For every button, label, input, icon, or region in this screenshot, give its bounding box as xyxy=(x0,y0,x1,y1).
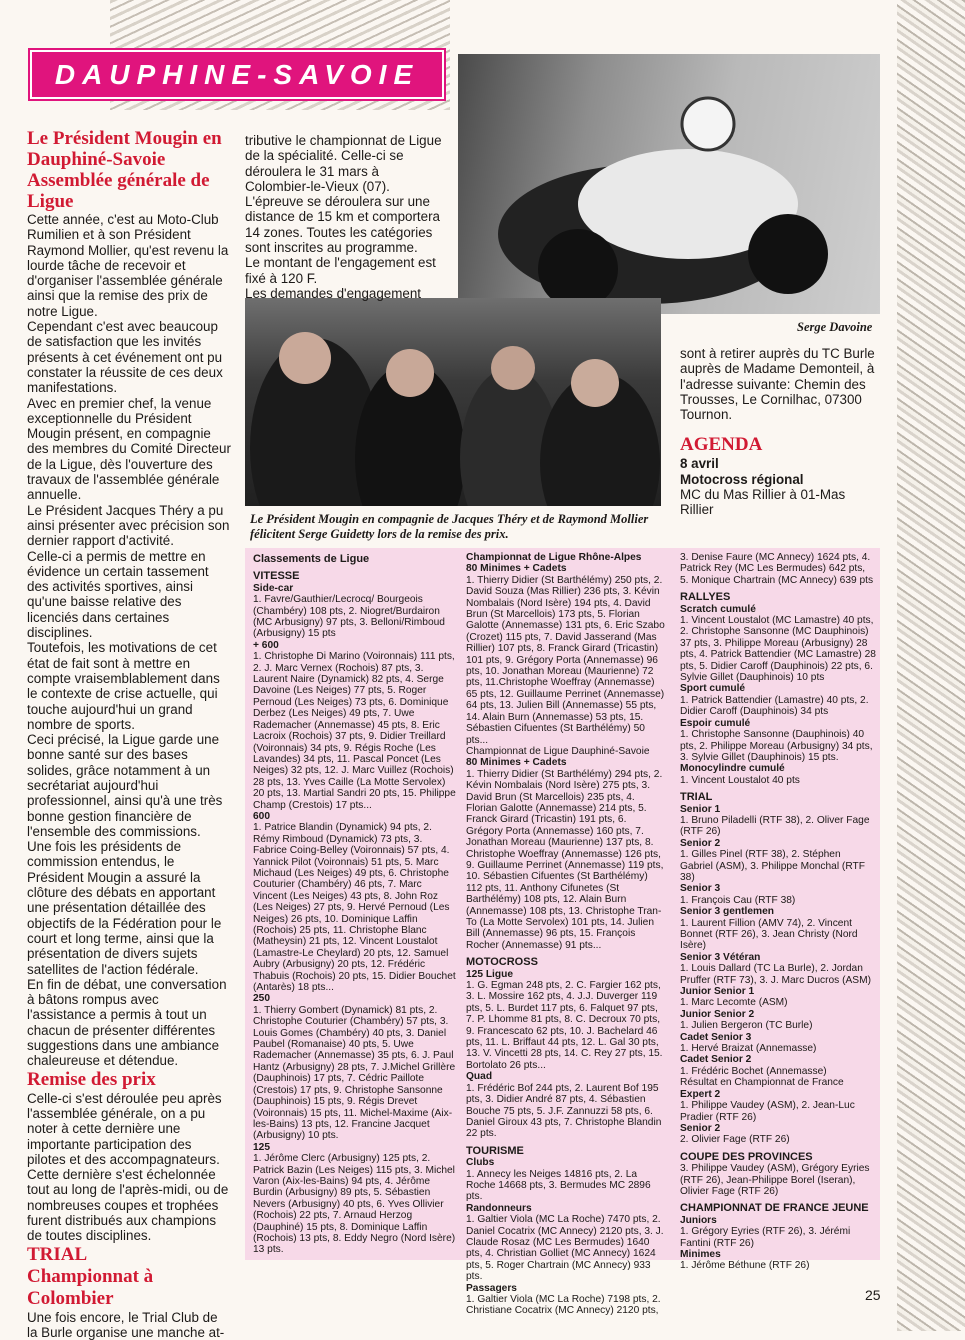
results-text: 1. Louis Dallard (TC La Burle), 2. Jordan Pruffer (RTF 73), 3. J. Marc Ducros (ASM) xyxy=(680,963,871,986)
motorcycle-photo xyxy=(458,54,880,314)
results-text: 1. Favre/Gauthier/Lecrocq/ Bourgeois (Chambéry) 108 pts, 2. Niogret/Burdairon (MC Arbusigny) 97 pts, 3. Belloni/Rimboud (Arbusigny) 15 pts xyxy=(253,594,445,640)
results-category: Senior 3 xyxy=(680,883,721,895)
paragraph: Une fois encore, le Trial Club de la Burle organise une manche at- xyxy=(27,1309,225,1340)
results-category: Senior 3 gentlemen xyxy=(680,906,774,918)
results-text: 1. Thierry Didier (St Barthélémy) 294 pts, 2. Kévin Nombalais (Nord Isère) 275 pts, 3. David Brun (St Marcellois) 235 pts, 4. Florian Galotte (Annemasse) 214 pts, 5. Franck Girard (Tricastin) 191 pts, 6. Grégory Porta (Annemasse) 160 pts, 7. Jonathan Moreau (Maurienne) 137 pts, 8. Christophe Woeffray (Annemasse) 126 pts, 9. Guillaume Perrinet (Annemasse) 119 pts, 10. Sébastien Cifuentes (St Barthélémy) 112 pts, 11. Anthony Cifunetes (St Barthélémy) 108 pts, 12. Alain Burn (Annemasse) 108 pts, 13. Christophe Tran-To (La Motte Servolex) 101 pts, 14. Julien Bill (Annemasse) 96 pts, 15. François Rocher (Annemasse) 91 pts... xyxy=(466,768,664,951)
results-text: 1. Christophe Di Marino (Voironnais) 111 pts, 2. J. Marc Vernex (Rochois) 87 pts, 3. Laurent Naire (Dynamick) 82 pts, 4. Serge Davoine (Les Neiges) 77 pts, 5. Roger Pernoud (Les Neiges) 73 pts, 6. Dominique Derbez (Les Neiges) 49 pts, 7. Uwe Rademacher (Annemasse) 45 pts, 8. Eric Lacroix (Rochois) 37 pts, 9. Didier Treillard (Voironnais) 34 pts, 9. Régis Roche (Les Lavandes) 34 pts, 11. Pascal Poncet (Les Neiges) 32 pts, 12. J. Marc Vuillez (Rochois) 28 pts, 13. Yves Caille (La Motte Servolex) 20 pts, 13. Martial Sandri 20 pts, 15. Philippe Champ (Crestois) 17 pts... xyxy=(253,651,456,811)
results-text: 1. Vincent Loustalot (MC Lamastre) 40 pts, 2. Christophe Sansonne (MC Dauphinois) 37 pts, 3. Philippe Moreau (Arbusigny) 28 pts, 4. Patrick Battendier (MC Lamastre) 28 pts, 5. Didier Caroff (Dauphinois) 22 pts, 6. Sylvie Gillet (Dauphinois) 10 pts xyxy=(680,615,876,684)
results-text: 1. Christophe Sansonne (Dauphinois) 40 pts, 2. Philippe Moreau (Arbusigny) 34 pts, 3. Sylvie Gillet (Dauphinois) 15 pts. xyxy=(680,729,873,763)
results-text: 1. Frédéric Bof 244 pts, 2. Laurent Bof 195 pts, 3. Didier André 87 pts, 4. Sébastien Bouche 75 pts, 5. J.F. Zannuzzi 58 pts, 6. Daniel Giroux 43 pts, 7. Christophe Blandin 22 pts. xyxy=(466,1082,662,1140)
results-category: Senior 2 xyxy=(680,837,721,849)
results-category: 125 xyxy=(253,1141,270,1153)
paragraph: Cependant c'est avec beaucoup de satisfaction que les invités présents à cet événement ont pu constater la réussite de ces deux manifestations. xyxy=(27,319,223,396)
paragraph: Cette dernière s'est échelonnée tout au long de l'après-midi, ou de nombreuses coupes et trophées furent distribués aux champions de toutes disciplines. xyxy=(27,1167,229,1244)
results-text: 1. Gilles Pinel (RTF 38), 2. Stéphen Gabriel (ASM), 3. Philippe Monchal (RTF 38) xyxy=(680,849,865,883)
results-category: + 600 xyxy=(253,639,279,651)
results-text: 1. Patrick Battendier (Lamastre) 40 pts, 2. Didier Caroff (Dauphinois) 34 pts xyxy=(680,694,869,718)
results-category: 125 Ligue xyxy=(466,968,513,980)
results-category: 250 xyxy=(253,993,270,1005)
paragraph: Toutefois, les motivations de cet état de fait sont à mettre en compte vraisemblablement dans le contexte de crise actuelle, qui touche aujourd'hui un grand nombre de sports. xyxy=(27,640,220,732)
photo-caption: Le Président Mougin en compagnie de Jacques Théry et de Raymond Mollier félicitent Serge Guidetty lors de la remise des prix. xyxy=(250,512,649,541)
paragraph: Le Président Jacques Théry a pu ainsi présenter avec précision son dernier rapport d'activité. xyxy=(27,502,230,549)
results-text: 1. Jérôme Béthune (RTF 26) xyxy=(680,1260,810,1272)
paragraph: Le montant de l'engagement est fixé à 120 F. xyxy=(245,255,436,286)
decorative-speckle-border xyxy=(897,0,965,1331)
results-text: 1. Philippe Vaudey (ASM), 2. Jean-Luc Pradier (RTF 26) xyxy=(680,1100,855,1123)
results-text: 1. Annecy les Neiges 14816 pts, 2. La Roche 14668 pts, 3. Bermudes MC 2896 pts. xyxy=(466,1168,651,1203)
results-text: 1. Thierry Didier (St Barthélémy) 250 pts, 2. David Souza (Mas Rillier) 236 pts, 3. Kévin Nombalais (Nord Isère) 194 pts, 4. David Brun (St Marcellois) 173 pts, 5. Florian Galotte (Annemasse) 131 pts, 6. Eric Szabo (Crozet) 115 pts, 7. David Jasserand (Mas Rillier) 107 pts, 8. Franck Girard (Tricastin) 101 pts, 9. Grégory Porta (Annemasse) 96 pts, 10. Jonathan Moreau (Maurienne) 72 pts, 11.Christophe Woeffray (Annemasse) 65 pts, 12. Guillaume Perrinet (Annemasse) 64 pts, 13. Julien Bill (Annemasse) 55 pts, 14. Alain Burn (Annemasse) 53 pts, 15. Sébastien Cifuentes (St Barthélémy) 50 pts... xyxy=(466,574,665,746)
results-category: Side-car xyxy=(253,582,294,594)
results-category: Clubs xyxy=(466,1157,495,1169)
article-column-3 xyxy=(680,346,880,518)
results-category: Espoir cumulé xyxy=(680,717,751,729)
article-column-1 xyxy=(27,128,231,1340)
results-category: 600 xyxy=(253,810,270,822)
results-text: 1. Marc Lecomte (ASM) xyxy=(680,997,788,1009)
results-heading: CHAMPIONNAT DE FRANCE JEUNE xyxy=(680,1202,869,1215)
results-text: 1. Frédéric Bochet (Annemasse) xyxy=(680,1065,827,1077)
results-category: Senior 3 Vétéran xyxy=(680,951,761,963)
results-text: 1. Thierry Gombert (Dynamick) 81 pts, 2. Christophe Couturier (Chambéry) 57 pts, 3. Louis Gomes (Chambéry) 40 pts, 3. Daniel Paubel (Romanaise) 40 pts, 5. Uwe Rademacher (Annemasse) 35 pts, 6. J. Paul Hantz (Arbusigny) 28 pts, 7. J.Michel Grillère (Dauphinois) 17 pts, 7. Cédric Paillote (Crestois) 17 pts, 9. Christophe Sansonne (Dauphinois) 15 pts, 9. Régis Drevet (Voironnais) 15 pts, 11. Michel-Maxime (Aix-les-Bains) 13 pts, 12. Francine Jacquet (Arbusigny) 10 pts. xyxy=(253,1004,456,1142)
results-heading: COUPE DES PROVINCES xyxy=(680,1150,813,1163)
results-text: 2. Olivier Fage (RTF 26) xyxy=(680,1134,790,1146)
paragraph: Cette année, c'est au Moto-Club Rumilien et à son Président Raymond Mollier, qu'est revenu la lourde tâche de recevoir et d'organiser l'assemblée générale ainsi que la remise des prix de notre Ligue. xyxy=(27,212,229,319)
results-category: Sport cumulé xyxy=(680,683,746,695)
paragraph: En fin de débat, une conversation à bâtons rompus avec l'assistance a permis à tout un chacun de présenter différentes suggestions dans une ambiance chaleureuse et détendue. xyxy=(27,976,227,1069)
paragraph: Une fois les présidents de commission entendus, le Président Mougin a assuré la clôture des débats en apportant une présentation détaillée des objectifs de la Fédération pour le court et long terme, ainsi que la présentation de divers sujets satellites de l'action fédérale. xyxy=(27,839,222,977)
results-text: 1. Bruno Piladelli (RTF 38), 2. Oliver Fage (RTF 26) xyxy=(680,814,870,838)
agenda-event: Motocross régional xyxy=(680,471,804,487)
results-column-1 xyxy=(253,554,456,1256)
results-text: 1. Galtier Viola (MC La Roche) 7198 pts, 2. Christiane Cocatrix (MC Annecy) 2120 pts, xyxy=(466,1294,661,1317)
article-column-2 xyxy=(245,133,445,301)
results-category: Cadet Senior 3 xyxy=(680,1031,752,1043)
results-category: Senior 2 xyxy=(680,1122,721,1134)
results-text: Résultat en Championnat de France xyxy=(680,1077,844,1089)
agenda-heading: AGENDA xyxy=(680,434,763,456)
results-category: Minimes xyxy=(680,1248,721,1260)
results-category: 80 Minimes + Cadets xyxy=(466,757,567,769)
paragraph: Celle-ci s'est déroulée peu après l'assemblée générale, on a pu noter à cette dernière une importante participation des pilotes et des accompagnateurs. xyxy=(27,1090,222,1167)
results-text: 1. Hervé Braizat (Annemasse) xyxy=(680,1043,817,1055)
results-category: Randonneurs xyxy=(466,1202,532,1214)
results-text: 1. François Cau (RTF 38) xyxy=(680,894,796,906)
results-category: Passagers xyxy=(466,1282,517,1294)
subheading-trial: TRIAL Championnat à Colombier xyxy=(27,1243,154,1309)
paragraph: sont à retirer auprès du TC Burle auprès de Madame Demonteil, à l'adresse suivante: Chemin des Trousses, Le Cornilhac, 07300 Tournon. xyxy=(680,346,875,423)
results-heading: MOTOCROSS xyxy=(466,956,538,969)
results-text: 3. Philippe Vaudey (ASM), Grégory Eyries (RTF 26), Jean-Philippe Borel (Iseran), Olivier Fage (RTF 26) xyxy=(680,1163,870,1197)
agenda-date: 8 avril xyxy=(680,456,719,472)
results-heading: TRIAL xyxy=(680,791,713,804)
results-category: Expert 2 xyxy=(680,1088,721,1100)
section-banner: DAUPHINE-SAVOIE xyxy=(30,50,444,99)
results-category: Cadet Senior 2 xyxy=(680,1054,752,1066)
agenda-place: MC du Mas Rillier à 01-Mas Rillier xyxy=(680,487,846,518)
results-text: 3. Denise Faure (MC Annecy) 1624 pts, 4. Patrick Rey (MC Les Bermudes) 642 pts, 5. Monique Chartrain (MC Annecy) 639 pts xyxy=(680,552,874,586)
results-text: 1. Galtier Viola (MC La Roche) 7470 pts, 2. Daniel Cocatrix (MC Annecy) 2120 pts, 3. J. Claude Rosaz (MC Les Bermudes) 1640 pts, 4. Christian Golliet (MC Annecy) 1624 pts, 5. Roger Chartrain (MC Annecy) 933 pts. xyxy=(466,1214,664,1283)
results-category: Juniors xyxy=(680,1214,717,1226)
results-heading: Championnat de Ligue Rhône-Alpes xyxy=(466,552,642,563)
results-column-3 xyxy=(680,552,876,1272)
results-category: Junior Senior 1 xyxy=(680,986,755,998)
award-ceremony-photo xyxy=(245,298,661,506)
results-category: 80 Minimes + Cadets xyxy=(466,563,567,575)
paragraph: Ceci précisé, la Ligue garde une bonne santé sur des bases solides, grâce notamment à un secrétariat aujourd'hui professionnel, ainsi qu'à une très bonne gestion financière de l'ensemble des commissions. xyxy=(27,732,223,839)
results-heading: VITESSE xyxy=(253,570,300,583)
paragraph: L'épreuve se déroulera sur une distance de 15 km et comportera 14 zones. Toutes les catégories sont inscrites au programme. xyxy=(245,194,441,256)
photo-credit: Serge Davoine xyxy=(797,320,873,334)
page-number: 25 xyxy=(865,1287,881,1303)
results-category: Junior Senior 2 xyxy=(680,1008,755,1020)
results-text: 1. G. Egman 248 pts, 2. C. Fargier 162 pts, 3. L. Mossire 162 pts, 4. J.J. Duverger 119 pts, 5. L. Burdet 117 pts, 6. Falquet 97 pts, 7. P. Lhomme 81 pts, 8. C. Decroux 70 pts, 9. Francescato 62 pts, 10. J. Bachelard 46 pts, 11. L. Briffaut 44 pts, 12. L. Gal 30 pts, 13. V. Vincetti 28 pts, 14. C. Rey 27 pts, 15. Bortolato 26 pts... xyxy=(466,980,663,1071)
paragraph: Celle-ci a permis de mettre en évidence un certain tassement des activités sportives, ainsi qu'une baisse relative des licenciés dans certaines disciplines. xyxy=(27,548,209,641)
results-category: Senior 1 xyxy=(680,803,721,815)
results-column-2 xyxy=(466,552,666,1317)
results-text: 1. Patrice Blandin (Dynamick) 94 pts, 2. Rémy Rimboud (Dynamick) 73 pts, 3. Fabrice Coing-Belley (Voironnais) 57 pts, 4. Yannick Pilot (Voironnais) 51 pts, 5. Marc Michaud (Les Neiges) 49 pts, 6. Christophe Couturier (Chambéry) 46 pts, 7. Marc Vincent (Les Neiges) 43 pts, 8. John Roz (Les Neiges) 27 pts, 9. Hervé Pernoud (Les Neiges) 26 pts, 10. Dominique Laffin (Rochois) 25 pts, 11. Christophe Blanc (Matheysin) 21 pts, 12. Vincent Loustalot (Lamastre-Le Cheylard) 20 pts, 12. Samuel Aubry (Arbusigny) 20 pts, 12. Frédéric Thabuis (Rochois) 20 pts, 15. Didier Bouchet (Antarès) 18 pts... xyxy=(253,822,456,994)
results-text: 1. Grégory Eyries (RTF 26), 3. Jérémi Fantini (RTF 26) xyxy=(680,1226,851,1249)
results-text: 1. Julien Bergeron (TC Burle) xyxy=(680,1020,813,1032)
headline: Le Président Mougin en Dauphiné-Savoie Assemblée générale de Ligue xyxy=(27,128,222,212)
results-text: Championnat de Ligue Dauphiné-Savoie xyxy=(466,745,650,757)
results-heading: RALLYES xyxy=(680,591,731,604)
paragraph: Les demandes d'engagement xyxy=(245,285,422,301)
results-text: 1. Laurent Fillion (AMV 74), 2. Vincent Bonnet (RTF 26), 3. Jean Christy (Nord Isère) xyxy=(680,917,858,952)
results-category: Scratch cumulé xyxy=(680,603,756,615)
results-heading: TOURISME xyxy=(466,1144,524,1157)
paragraph: tributive le championnat de Ligue de la spécialité. Celle-ci se déroulera le 31 mars à Colombier-le-Vieux (07). xyxy=(245,133,442,194)
results-text: 1. Jérôme Clerc (Arbusigny) 125 pts, 2. Patrick Bazin (Les Neiges) 115 pts, 3. Michel Varon (Aix-les-Bains) 94 pts, 4. Jérôme Burdin (Arbusigny) 89 pts, 5. Sébastien Nevers (Arbusigny) 40 pts, 6. Yves Ollivier (Rochois) 22 pts, 7. Arnaud Herzog (Dauphiné) 15 pts, 8. Dominique Laffin (Rochois) 13 pts, 8. Eddy Negro (Nord Isère) 13 pts. xyxy=(253,1153,456,1256)
results-category: Monocylindre cumulé xyxy=(680,763,785,775)
results-text: 1. Vincent Loustalot 40 pts xyxy=(680,774,800,786)
results-category: Quad xyxy=(466,1071,493,1083)
subheading-remise: Remise des prix xyxy=(27,1068,156,1090)
paragraph: Avec en premier chef, la venue exceptionnelle du Président Mougin présent, en compagnie des membres du Comité Directeur de la Ligue, dès l'ouverture des travaux de l'assemblée générale annuelle. xyxy=(27,395,231,503)
results-title: Classements de Ligue xyxy=(253,553,370,565)
